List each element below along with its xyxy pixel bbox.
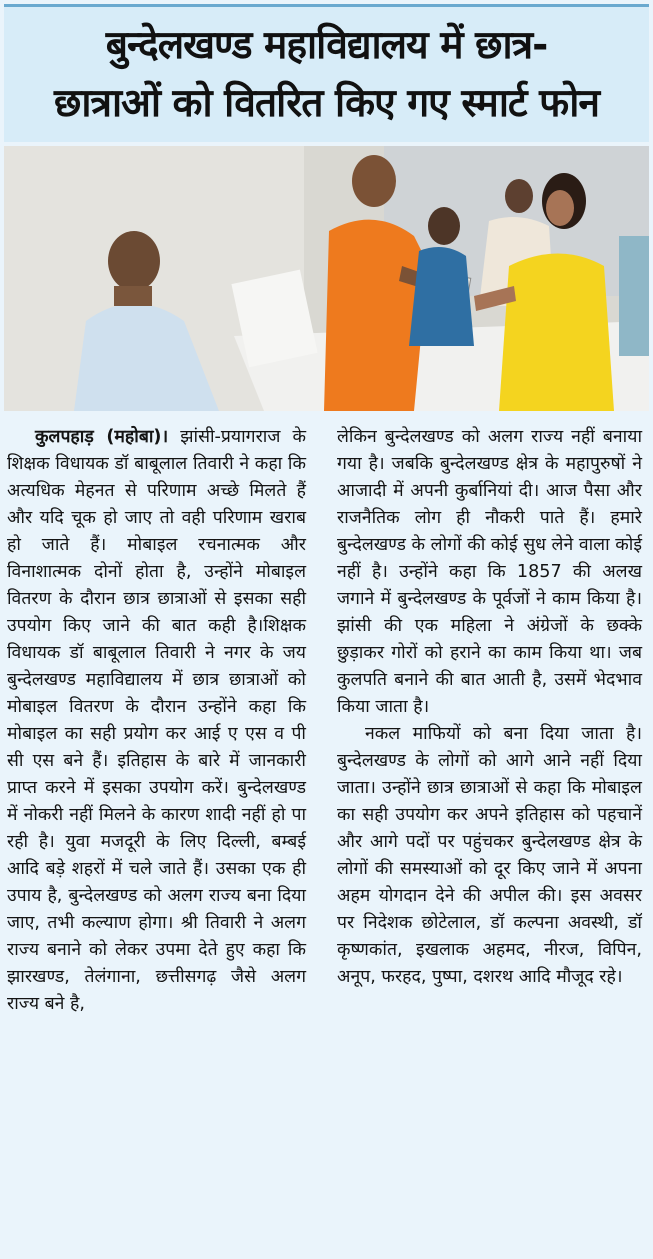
headline-box	[4, 4, 649, 142]
news-photo-illustration	[4, 146, 649, 411]
dateline: कुलपहाड़ (महोबा)।	[35, 427, 169, 447]
article-paragraph: नकल माफियों को बना दिया जाता है। बुन्देलखण्ड के लोगों को आगे आने नहीं दिया जाता। उन्होंने छात्र छात्राओं से कहा कि मोबाइल का सही उपयोग कर अपने इतिहास को पहचानें और आगे पदों पर पहुंचकर बुन्देलखण्ड क्षेत्र के लोगों की समस्याओं को दूर किए जाने में अपना अहम योगदान देने की अपील की। इस अवसर पर निदेशक छोटेलाल, डॉ कल्पना अवस्थी, डॉ कृष्णकांत, इखलाक अहमद, नीरज, विपिन, अनूप, फरहद, पुष्पा, दशरथ आदि मौजूद रहे।	[337, 724, 642, 987]
article-paragraph	[7, 424, 306, 1018]
paragraph-text: झांसी-प्रयागराज के शिक्षक विधायक डॉ बाबूलाल तिवारी ने कहा कि अत्यधिक मेहनत से परिणाम अच्छे मिलते हैं और यदि चूक हो जाए तो वही परिणाम खराब हो जाते हैं। मोबाइल रचनात्मक और विनाशात्मक दोनों होता है, उन्होंने मोबाइल वितरण के दौरान छात्र छात्राओं से इसका सही उपयोग किए जाने की बात कही है।शिक्षक विधायक डॉ बाबूलाल तिवारी ने नगर के जय बुन्देलखण्ड महाविद्यालय में छात्र छात्राओं को मोबाइल वितरण के दौरान उन्होंने कहा कि मोबाइल का सही प्रयोग कर आई ए एस व पी सी एस बने हैं। इतिहास के बारे में जानकारी प्राप्त करने में इसका उपयोग करें। बुन्देलखण्ड में नोकरी नहीं मिलने के कारण शादी नहीं हो पा रही है। युवा मजदूरी के लिए दिल्ली, बम्बई आदि बड़े शहरों में चले जाते हैं। उसका एक ही उपाय है, बुन्देलखण्ड को अलग राज्य बना दिया जाए, तभी कल्याण होगा। श्री तिवारी ने अलग राज्य बनाने को लेकर उपमा देते हुए कहा कि झारखण्ड, तेलंगाना, छत्तीसगढ़ जैसे अलग राज्य बने है,	[7, 427, 306, 1014]
article-column-left	[7, 424, 306, 1018]
article-body	[0, 424, 653, 1259]
news-photo	[4, 146, 649, 411]
headline-line-2: छात्राओं को वितरित किए गए स्मार्ट फोन	[54, 80, 599, 126]
article-paragraph: लेकिन बुन्देलखण्ड को अलग राज्य नहीं बनाया गया है। जबकि बुन्देलखण्ड क्षेत्र के महापुरुषों ने आजादी में अपनी कुर्बानियां दी। आज पैसा और राजनैतिक लोग ही नौकरी पाते हैं। हमारे बुन्देलखण्ड के लोगों की कोई सुध लेने वाला कोई नहीं है। उन्होंने कहा कि 1857 की अलख जगाने में बुन्देलखण्ड के पूर्वजों ने काम किया है। झांसी की एक महिला ने अंग्रेजों के छक्के छुड़ाकर गोरों को हराने का काम किया था। जब कुलपति बनाने की बात आती है, उसमें भेदभाव किया जाता है।	[337, 427, 642, 717]
article-column-right	[337, 424, 642, 991]
headline-line-1: बुन्देलखण्ड महाविद्यालय में छात्र-	[105, 22, 548, 68]
